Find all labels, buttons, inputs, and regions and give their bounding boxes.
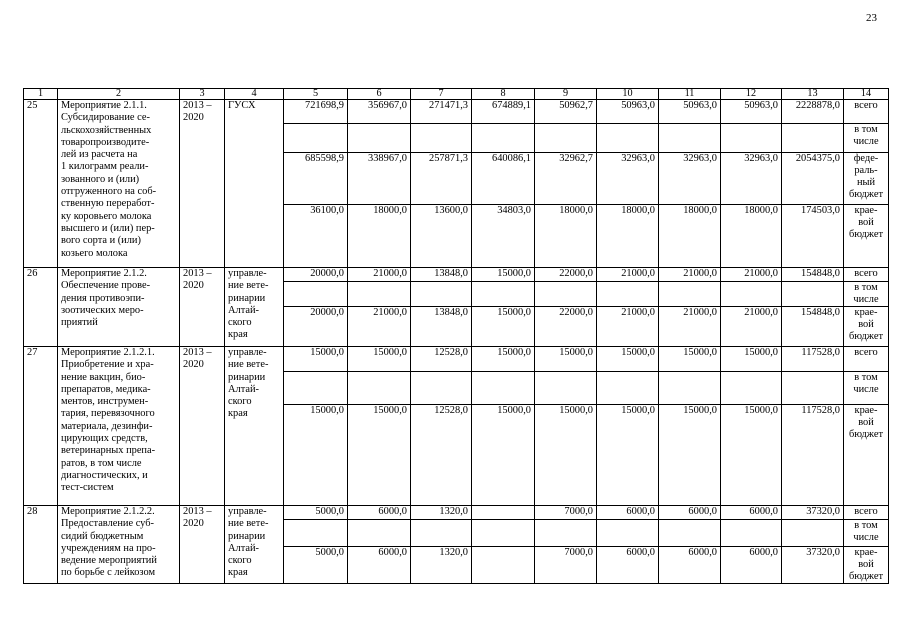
amount-cell: 15000,0 (472, 347, 535, 372)
amount-cell (721, 282, 782, 307)
executor-line: Алтай- (228, 304, 259, 316)
funding-source-line: крае- (854, 205, 878, 216)
description-line: учреждениям на про- (61, 542, 156, 554)
amount-cell (348, 124, 411, 153)
amount-cell (597, 124, 659, 153)
amount-cell (782, 282, 844, 307)
funding-source-line: вой (858, 217, 874, 228)
period (180, 100, 225, 268)
period-line: 2013 – (183, 347, 212, 358)
description-line: приятий (61, 317, 98, 329)
row-number: 25 (24, 100, 58, 268)
executor-line: ринарии (228, 371, 266, 383)
amount-cell: 6000,0 (597, 506, 659, 520)
amount-cell (782, 372, 844, 405)
period-line: 2013 – (183, 506, 212, 517)
executor-line: края (228, 329, 248, 341)
funding-source (844, 100, 889, 124)
amount-cell: 5000,0 (284, 547, 348, 584)
amount-cell: 6000,0 (659, 547, 721, 584)
executor (225, 506, 284, 584)
funding-source-line: числе (853, 294, 879, 305)
amount-cell: 12528,0 (411, 405, 472, 506)
amount-cell (284, 124, 348, 153)
description-line: ку коровьего молока (61, 210, 152, 222)
column-number: 12 (721, 89, 782, 100)
amount-cell: 174503,0 (782, 205, 844, 268)
amount-cell (348, 282, 411, 307)
amount-cell (535, 372, 597, 405)
executor-line: управле- (228, 268, 267, 279)
executor-line: ние вете- (228, 359, 269, 371)
executor (225, 268, 284, 347)
description-line: ведение мероприятий (61, 555, 157, 567)
funding-source (844, 153, 889, 205)
description-line: нение вакцин, био- (61, 371, 146, 383)
funding-source (844, 547, 889, 584)
measure-description (58, 347, 180, 506)
row-number: 27 (24, 347, 58, 506)
amount-cell (472, 547, 535, 584)
funding-source-line: всего (854, 268, 878, 279)
amount-cell: 15000,0 (597, 405, 659, 506)
amount-cell: 6000,0 (348, 547, 411, 584)
amount-cell: 15000,0 (659, 347, 721, 372)
period-line: 2020 (183, 359, 204, 371)
amount-cell: 117528,0 (782, 405, 844, 506)
amount-cell (782, 520, 844, 547)
amount-cell: 21000,0 (597, 307, 659, 347)
amount-cell (472, 124, 535, 153)
funding-source-line: в том (854, 520, 878, 531)
description-line: Мероприятие 2.1.2.1. (61, 347, 155, 358)
amount-cell: 15000,0 (348, 405, 411, 506)
amount-cell (284, 372, 348, 405)
amount-cell: 18000,0 (721, 205, 782, 268)
amount-cell (411, 372, 472, 405)
description-line: Субсидирование се- (61, 112, 150, 124)
column-number: 8 (472, 89, 535, 100)
funding-source (844, 124, 889, 153)
amount-cell: 13848,0 (411, 307, 472, 347)
description-line: сидий бюджетным (61, 530, 144, 542)
funding-source-line: числе (853, 532, 879, 543)
amount-cell (411, 282, 472, 307)
description-line: Мероприятие 2.1.2. (61, 268, 147, 279)
amount-cell (411, 520, 472, 547)
measure-description (58, 100, 180, 268)
description-line: козьего молока (61, 247, 128, 259)
amount-cell: 18000,0 (597, 205, 659, 268)
executor-line: ринарии (228, 530, 266, 542)
funding-source-line: всего (854, 347, 878, 358)
amount-cell: 15000,0 (597, 347, 659, 372)
amount-cell (284, 282, 348, 307)
amount-cell: 50962,7 (535, 100, 597, 124)
amount-cell (659, 124, 721, 153)
amount-cell: 20000,0 (284, 307, 348, 347)
amount-cell (721, 520, 782, 547)
funding-source-line: вой (858, 417, 874, 428)
amount-cell: 6000,0 (597, 547, 659, 584)
amount-cell: 2228878,0 (782, 100, 844, 124)
amount-cell: 6000,0 (659, 506, 721, 520)
row-number: 28 (24, 506, 58, 584)
amount-cell: 18000,0 (348, 205, 411, 268)
amount-cell: 154848,0 (782, 268, 844, 282)
description-line: Приобретение и хра- (61, 359, 154, 371)
amount-cell: 15000,0 (659, 405, 721, 506)
amount-cell: 12528,0 (411, 347, 472, 372)
funding-source-line: раль- (854, 165, 878, 176)
amount-cell: 21000,0 (659, 268, 721, 282)
column-number-row (24, 89, 889, 100)
executor-line: ского (228, 555, 252, 567)
funding-source (844, 506, 889, 520)
amount-cell (597, 282, 659, 307)
amount-cell: 338967,0 (348, 153, 411, 205)
period-line: 2013 – (183, 268, 212, 279)
amount-cell (659, 282, 721, 307)
description-line: Обеспечение прове- (61, 280, 151, 292)
amount-cell (782, 124, 844, 153)
table-body (24, 100, 889, 584)
table-row (24, 268, 889, 282)
period (180, 268, 225, 347)
amount-cell (472, 506, 535, 520)
amount-cell (659, 372, 721, 405)
column-number: 14 (844, 89, 889, 100)
amount-cell (535, 520, 597, 547)
column-number: 1 (24, 89, 58, 100)
row-number: 26 (24, 268, 58, 347)
funding-source-line: крае- (854, 307, 878, 318)
description-line: отгруженного на соб- (61, 186, 157, 198)
funding-source-line: в том (854, 372, 878, 383)
description-line: зоотических меро- (61, 304, 144, 316)
description-line: Мероприятие 2.1.2.2. (61, 506, 155, 517)
funding-source-line: в том (854, 282, 878, 293)
executor-line: ского (228, 396, 252, 408)
executor-line: ринарии (228, 292, 266, 304)
amount-cell: 15000,0 (284, 405, 348, 506)
description-line: диагностических, и (61, 469, 148, 481)
description-line: материала, дезинфи- (61, 420, 153, 432)
funding-source (844, 307, 889, 347)
column-number: 10 (597, 89, 659, 100)
executor (225, 347, 284, 506)
funding-source (844, 347, 889, 372)
amount-cell: 32963,0 (721, 153, 782, 205)
amount-cell: 674889,1 (472, 100, 535, 124)
amount-cell: 36100,0 (284, 205, 348, 268)
amount-cell: 5000,0 (284, 506, 348, 520)
amount-cell (348, 520, 411, 547)
description-line: высшего и (или) пер- (61, 222, 155, 234)
amount-cell (411, 124, 472, 153)
amount-cell: 15000,0 (284, 347, 348, 372)
amount-cell: 13848,0 (411, 268, 472, 282)
amount-cell: 50963,0 (597, 100, 659, 124)
amount-cell: 21000,0 (348, 307, 411, 347)
amount-cell: 32963,0 (597, 153, 659, 205)
amount-cell: 15000,0 (348, 347, 411, 372)
funding-source (844, 205, 889, 268)
amount-cell: 21000,0 (721, 268, 782, 282)
funding-source-line: бюджет (848, 429, 883, 440)
amount-cell: 15000,0 (535, 405, 597, 506)
amount-cell: 34803,0 (472, 205, 535, 268)
amount-cell: 7000,0 (535, 547, 597, 584)
executor-line: управле- (228, 347, 267, 358)
amount-cell: 721698,9 (284, 100, 348, 124)
amount-cell: 37320,0 (782, 547, 844, 584)
amount-cell: 22000,0 (535, 268, 597, 282)
executor (225, 100, 284, 268)
amount-cell: 356967,0 (348, 100, 411, 124)
funding-source-line: крае- (854, 547, 878, 558)
executor-line: края (228, 567, 248, 579)
funding-source (844, 405, 889, 506)
description-line: препаратов, медика- (61, 383, 151, 395)
executor-line: Алтай- (228, 383, 259, 395)
description-line: 1 килограмм реали- (61, 161, 149, 173)
period (180, 506, 225, 584)
amount-cell: 15000,0 (472, 405, 535, 506)
period-line: 2020 (183, 112, 204, 124)
table-row (24, 347, 889, 372)
amount-cell: 21000,0 (348, 268, 411, 282)
description-line: товаропроизводите- (61, 136, 150, 148)
funding-source-line: крае- (854, 405, 878, 416)
column-number: 9 (535, 89, 597, 100)
measure-description (58, 506, 180, 584)
amount-cell: 6000,0 (721, 506, 782, 520)
amount-cell (721, 372, 782, 405)
amount-cell: 21000,0 (597, 268, 659, 282)
funding-source-line: всего (854, 100, 878, 111)
funding-source-line: вой (858, 559, 874, 570)
amount-cell: 640086,1 (472, 153, 535, 205)
period-line: 2020 (183, 518, 204, 530)
amount-cell: 50963,0 (659, 100, 721, 124)
executor-line: ние вете- (228, 280, 269, 292)
table-row (24, 100, 889, 124)
funding-source-line: бюджет (848, 229, 883, 240)
description-line: ственную переработ- (61, 198, 155, 210)
amount-cell (597, 372, 659, 405)
amount-cell (597, 520, 659, 547)
amount-cell (535, 124, 597, 153)
amount-cell: 22000,0 (535, 307, 597, 347)
amount-cell: 1320,0 (411, 506, 472, 520)
executor-line: управле- (228, 506, 267, 517)
funding-source-line: ный (856, 177, 876, 188)
funding-source (844, 268, 889, 282)
amount-cell: 7000,0 (535, 506, 597, 520)
executor-line: ние вете- (228, 518, 269, 530)
page-number: 23 (866, 12, 877, 24)
amount-cell (284, 520, 348, 547)
table-row (24, 506, 889, 520)
amount-cell: 32963,0 (659, 153, 721, 205)
funding-source-line: бюджет (848, 331, 883, 342)
description-line: по борьбе с лейкозом (61, 567, 156, 579)
description-line: тария, перевязочного (61, 408, 155, 420)
description-line: лей из расчета на (61, 149, 138, 161)
description-line: тест-систем (61, 482, 114, 494)
description-line: цирующих средств, (61, 433, 148, 445)
amount-cell: 257871,3 (411, 153, 472, 205)
column-number: 11 (659, 89, 721, 100)
amount-cell (472, 372, 535, 405)
column-number: 4 (225, 89, 284, 100)
funding-source (844, 282, 889, 307)
amount-cell: 15000,0 (535, 347, 597, 372)
amount-cell (721, 124, 782, 153)
column-number: 7 (411, 89, 472, 100)
funding-source-line: бюджет (848, 571, 883, 582)
amount-cell: 37320,0 (782, 506, 844, 520)
amount-cell: 6000,0 (721, 547, 782, 584)
amount-cell: 6000,0 (348, 506, 411, 520)
amount-cell: 20000,0 (284, 268, 348, 282)
funding-source-line: бюджет (848, 189, 883, 200)
executor-line: ГУСХ (228, 100, 256, 111)
description-line: вого сорта и (или) (61, 235, 141, 247)
program-table (23, 88, 889, 584)
column-number: 3 (180, 89, 225, 100)
amount-cell: 15000,0 (721, 347, 782, 372)
amount-cell: 15000,0 (472, 268, 535, 282)
amount-cell: 18000,0 (535, 205, 597, 268)
amount-cell (535, 282, 597, 307)
executor-line: Алтай- (228, 542, 259, 554)
amount-cell (348, 372, 411, 405)
amount-cell: 13600,0 (411, 205, 472, 268)
amount-cell: 21000,0 (721, 307, 782, 347)
funding-source-line: числе (853, 384, 879, 395)
funding-source-line: феде- (853, 153, 879, 164)
funding-source (844, 520, 889, 547)
column-number: 6 (348, 89, 411, 100)
description-line: дения противоэпи- (61, 292, 145, 304)
description-line: ратов, в том числе (61, 457, 142, 469)
amount-cell: 32962,7 (535, 153, 597, 205)
amount-cell: 50963,0 (721, 100, 782, 124)
amount-cell: 154848,0 (782, 307, 844, 347)
period-line: 2020 (183, 280, 204, 292)
amount-cell (472, 520, 535, 547)
amount-cell: 2054375,0 (782, 153, 844, 205)
measure-description (58, 268, 180, 347)
column-number: 13 (782, 89, 844, 100)
funding-source (844, 372, 889, 405)
amount-cell: 15000,0 (721, 405, 782, 506)
description-line: Предоставление суб- (61, 518, 154, 530)
description-line: зованного и (или) (61, 173, 140, 185)
funding-source-line: числе (853, 136, 879, 147)
amount-cell (659, 520, 721, 547)
column-number: 5 (284, 89, 348, 100)
amount-cell: 271471,3 (411, 100, 472, 124)
executor-line: ского (228, 317, 252, 329)
funding-source-line: всего (854, 506, 878, 517)
column-number: 2 (58, 89, 180, 100)
funding-source-line: в том (854, 124, 878, 135)
amount-cell: 15000,0 (472, 307, 535, 347)
amount-cell: 18000,0 (659, 205, 721, 268)
period (180, 347, 225, 506)
amount-cell (472, 282, 535, 307)
description-line: Мероприятие 2.1.1. (61, 100, 147, 111)
amount-cell: 117528,0 (782, 347, 844, 372)
description-line: ментов, инструмен- (61, 396, 149, 408)
amount-cell: 1320,0 (411, 547, 472, 584)
amount-cell: 21000,0 (659, 307, 721, 347)
description-line: льскохозяйственных (61, 124, 152, 136)
amount-cell: 685598,9 (284, 153, 348, 205)
funding-source-line: вой (858, 319, 874, 330)
description-line: ветеринарных препа- (61, 445, 156, 457)
period-line: 2013 – (183, 100, 212, 111)
executor-line: края (228, 408, 248, 420)
